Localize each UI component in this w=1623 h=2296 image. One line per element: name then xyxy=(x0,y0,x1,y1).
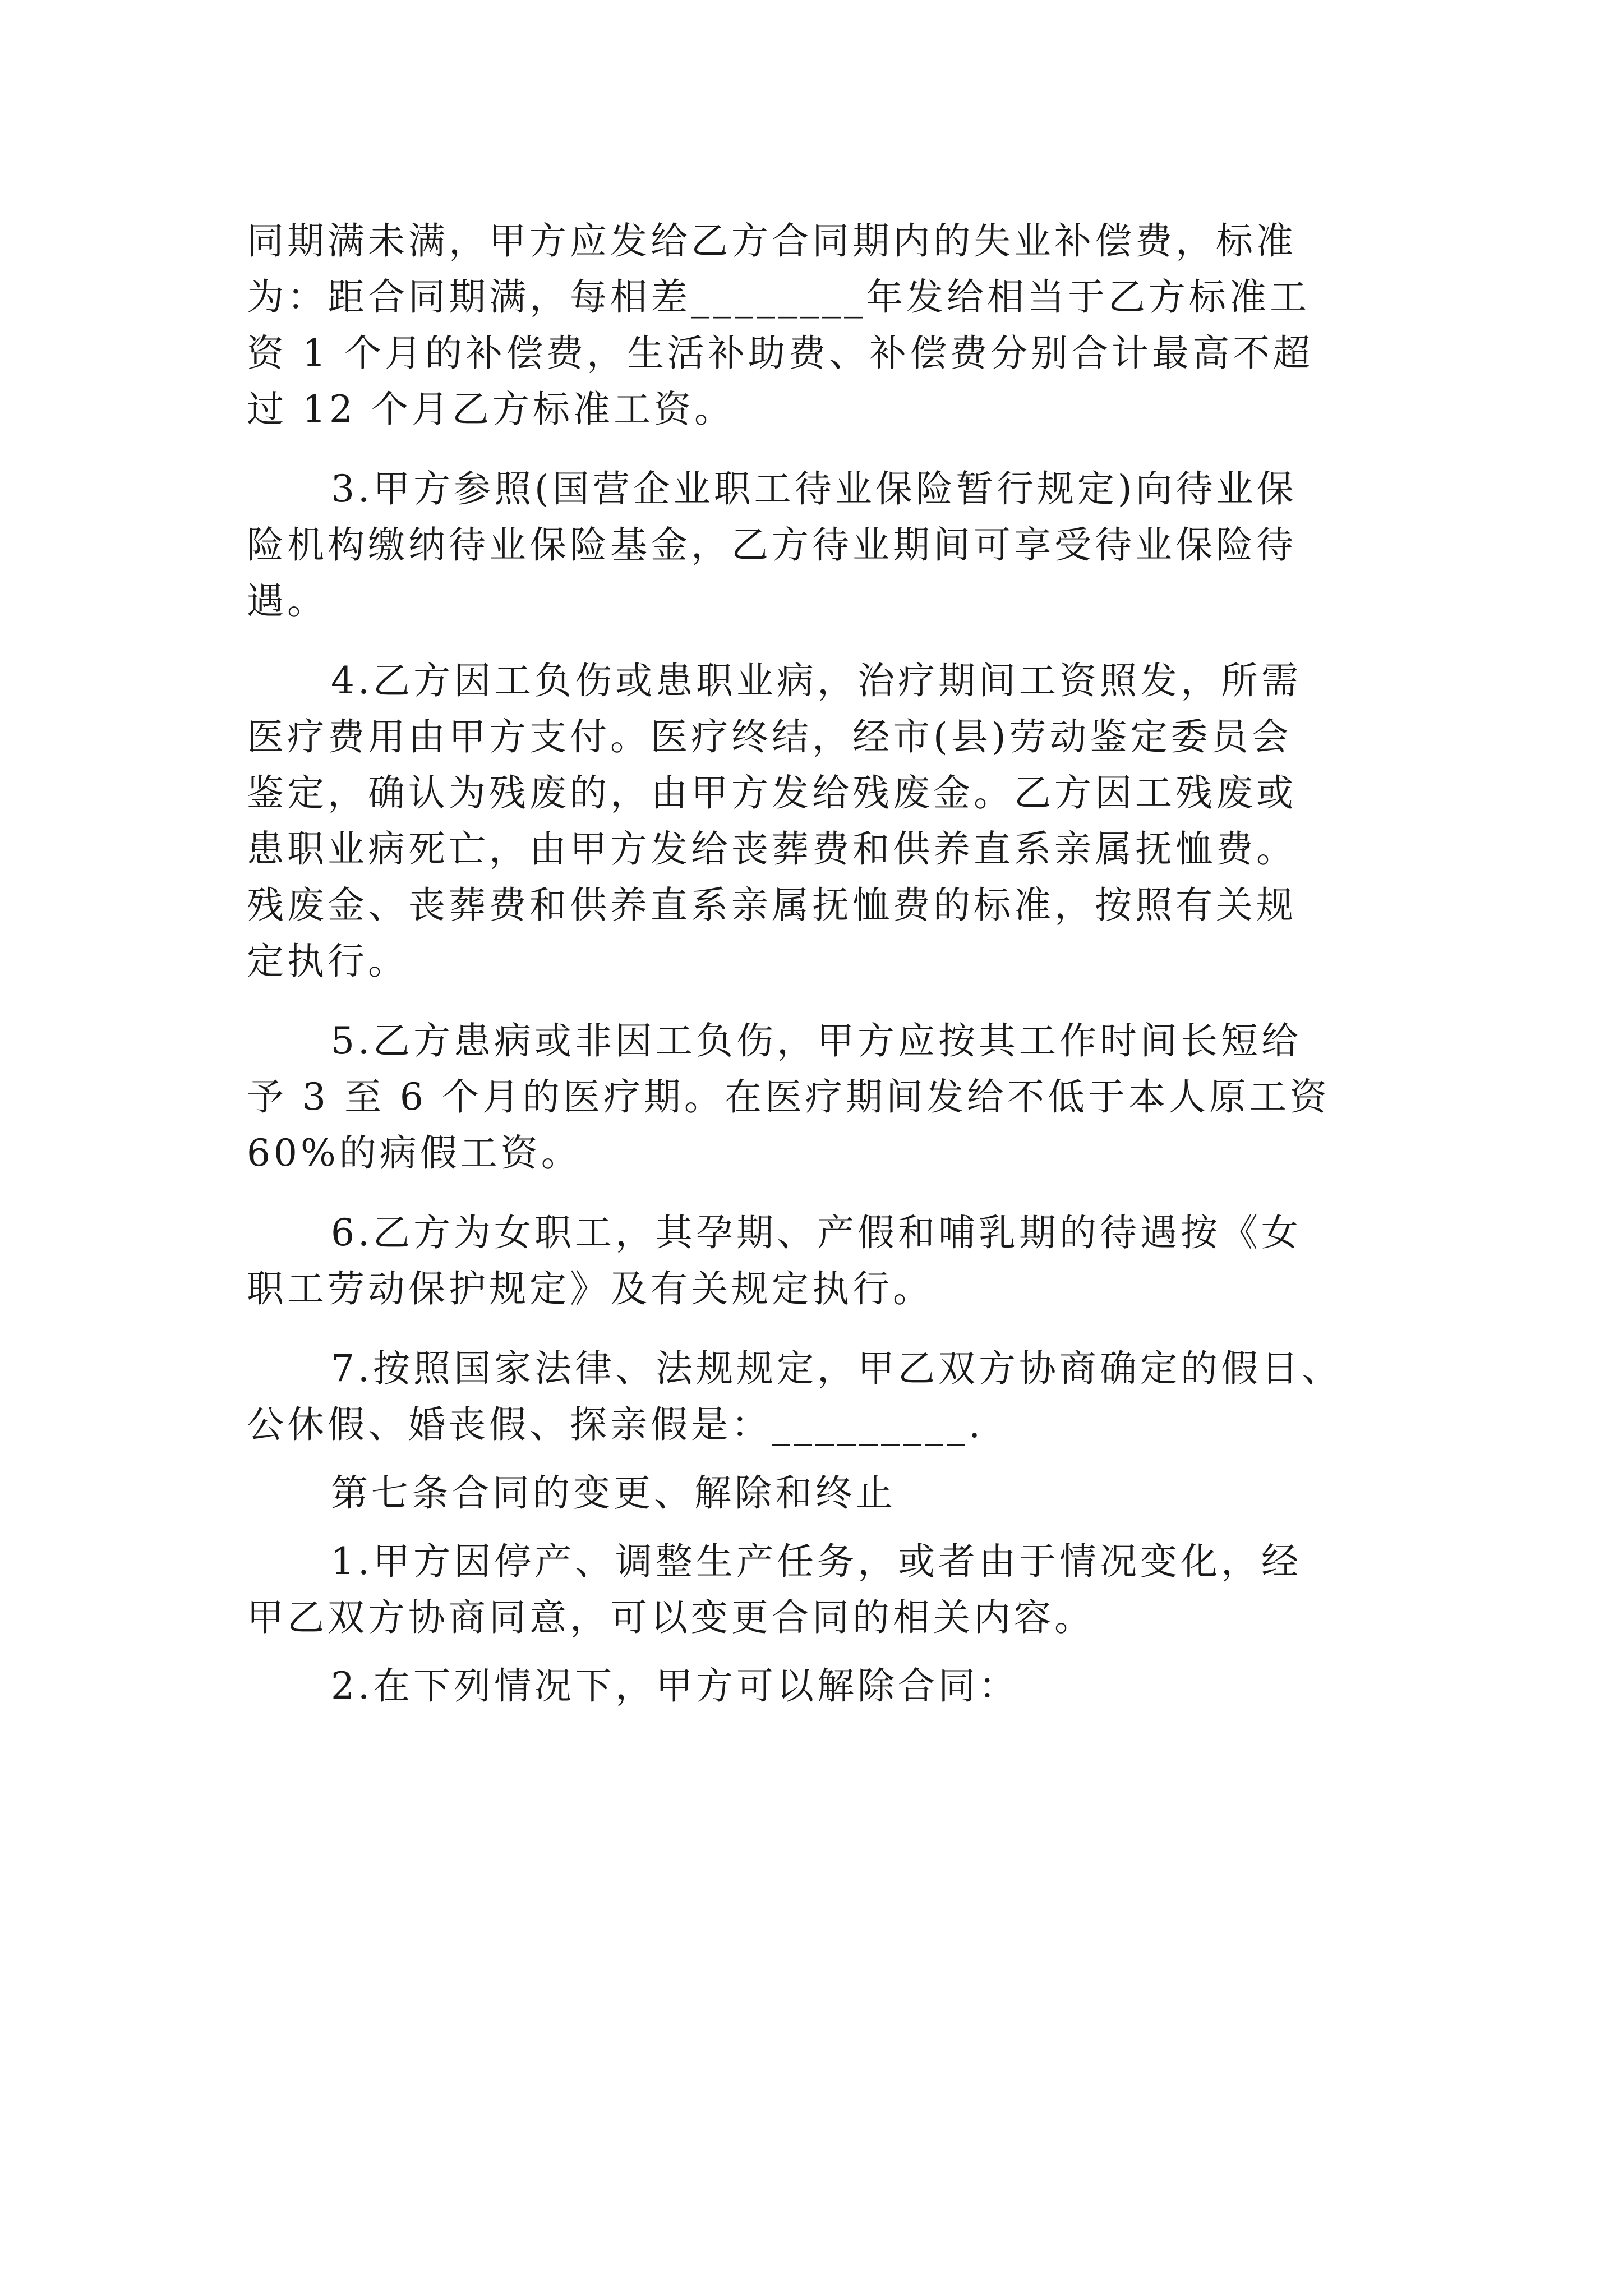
paragraph-1-start: 1.甲方因停产、调整生产任务，或者由于情况变化，经 xyxy=(331,1540,1302,1583)
section-heading: 第七条合同的变更、解除和终止 xyxy=(331,1471,896,1515)
text-line: 遇。 xyxy=(247,579,328,623)
text-line: 甲乙双方协商同意，可以变更合同的相关内容。 xyxy=(247,1596,1095,1639)
text-line: 医疗费用由甲方支付。医疗终结，经市(县)劳动鉴定委员会 xyxy=(247,715,1292,758)
text-line: 残废金、丧葬费和供养直系亲属抚恤费的标准，按照有关规 xyxy=(247,884,1297,927)
text-line: 险机构缴纳待业保险基金，乙方待业期间可享受待业保险待 xyxy=(247,523,1297,567)
document-body xyxy=(247,213,1396,1714)
text-line: 公休假、婚丧假、探亲假是：_________. xyxy=(247,1403,984,1446)
text-line: 定执行。 xyxy=(247,940,408,983)
text-line: 予 3 至 6 个月的医疗期。在医疗期间发给不低于本人原工资 xyxy=(247,1075,1330,1119)
text-line: 过 12 个月乙方标准工资。 xyxy=(247,388,735,431)
text-line: 为：距合同期满，每相差________年发给相当于乙方标准工 xyxy=(247,275,1310,319)
paragraph-6-start: 6.乙方为女职工，其孕期、产假和哺乳期的待遇按《女 xyxy=(331,1211,1302,1254)
paragraph-4-start: 4.乙方因工负伤或患职业病，治疗期间工资照发，所需 xyxy=(331,659,1302,702)
paragraph-7-start: 7.按照国家法律、法规规定，甲乙双方协商确定的假日、 xyxy=(331,1347,1342,1390)
text-line: 职工劳动保护规定》及有关规定执行。 xyxy=(247,1267,933,1310)
paragraph-5-start: 5.乙方患病或非因工负伤，甲方应按其工作时间长短给 xyxy=(331,1019,1302,1062)
paragraph-2-start: 2.在下列情况下，甲方可以解除合同： xyxy=(331,1664,1019,1708)
text-line: 鉴定，确认为残废的，由甲方发给残废金。乙方因工残废或 xyxy=(247,771,1297,815)
text-line: 资 1 个月的补偿费，生活补助费、补偿费分别合计最高不超 xyxy=(247,332,1313,375)
text-line: 患职业病死亡，由甲方发给丧葬费和供养直系亲属抚恤费。 xyxy=(247,827,1297,871)
text-line: 同期满未满，甲方应发给乙方合同期内的失业补偿费，标准 xyxy=(247,219,1297,263)
paragraph-3-start: 3.甲方参照(国营企业职工待业保险暂行规定)向待业保 xyxy=(331,467,1297,510)
text-line: 60%的病假工资。 xyxy=(247,1131,582,1175)
